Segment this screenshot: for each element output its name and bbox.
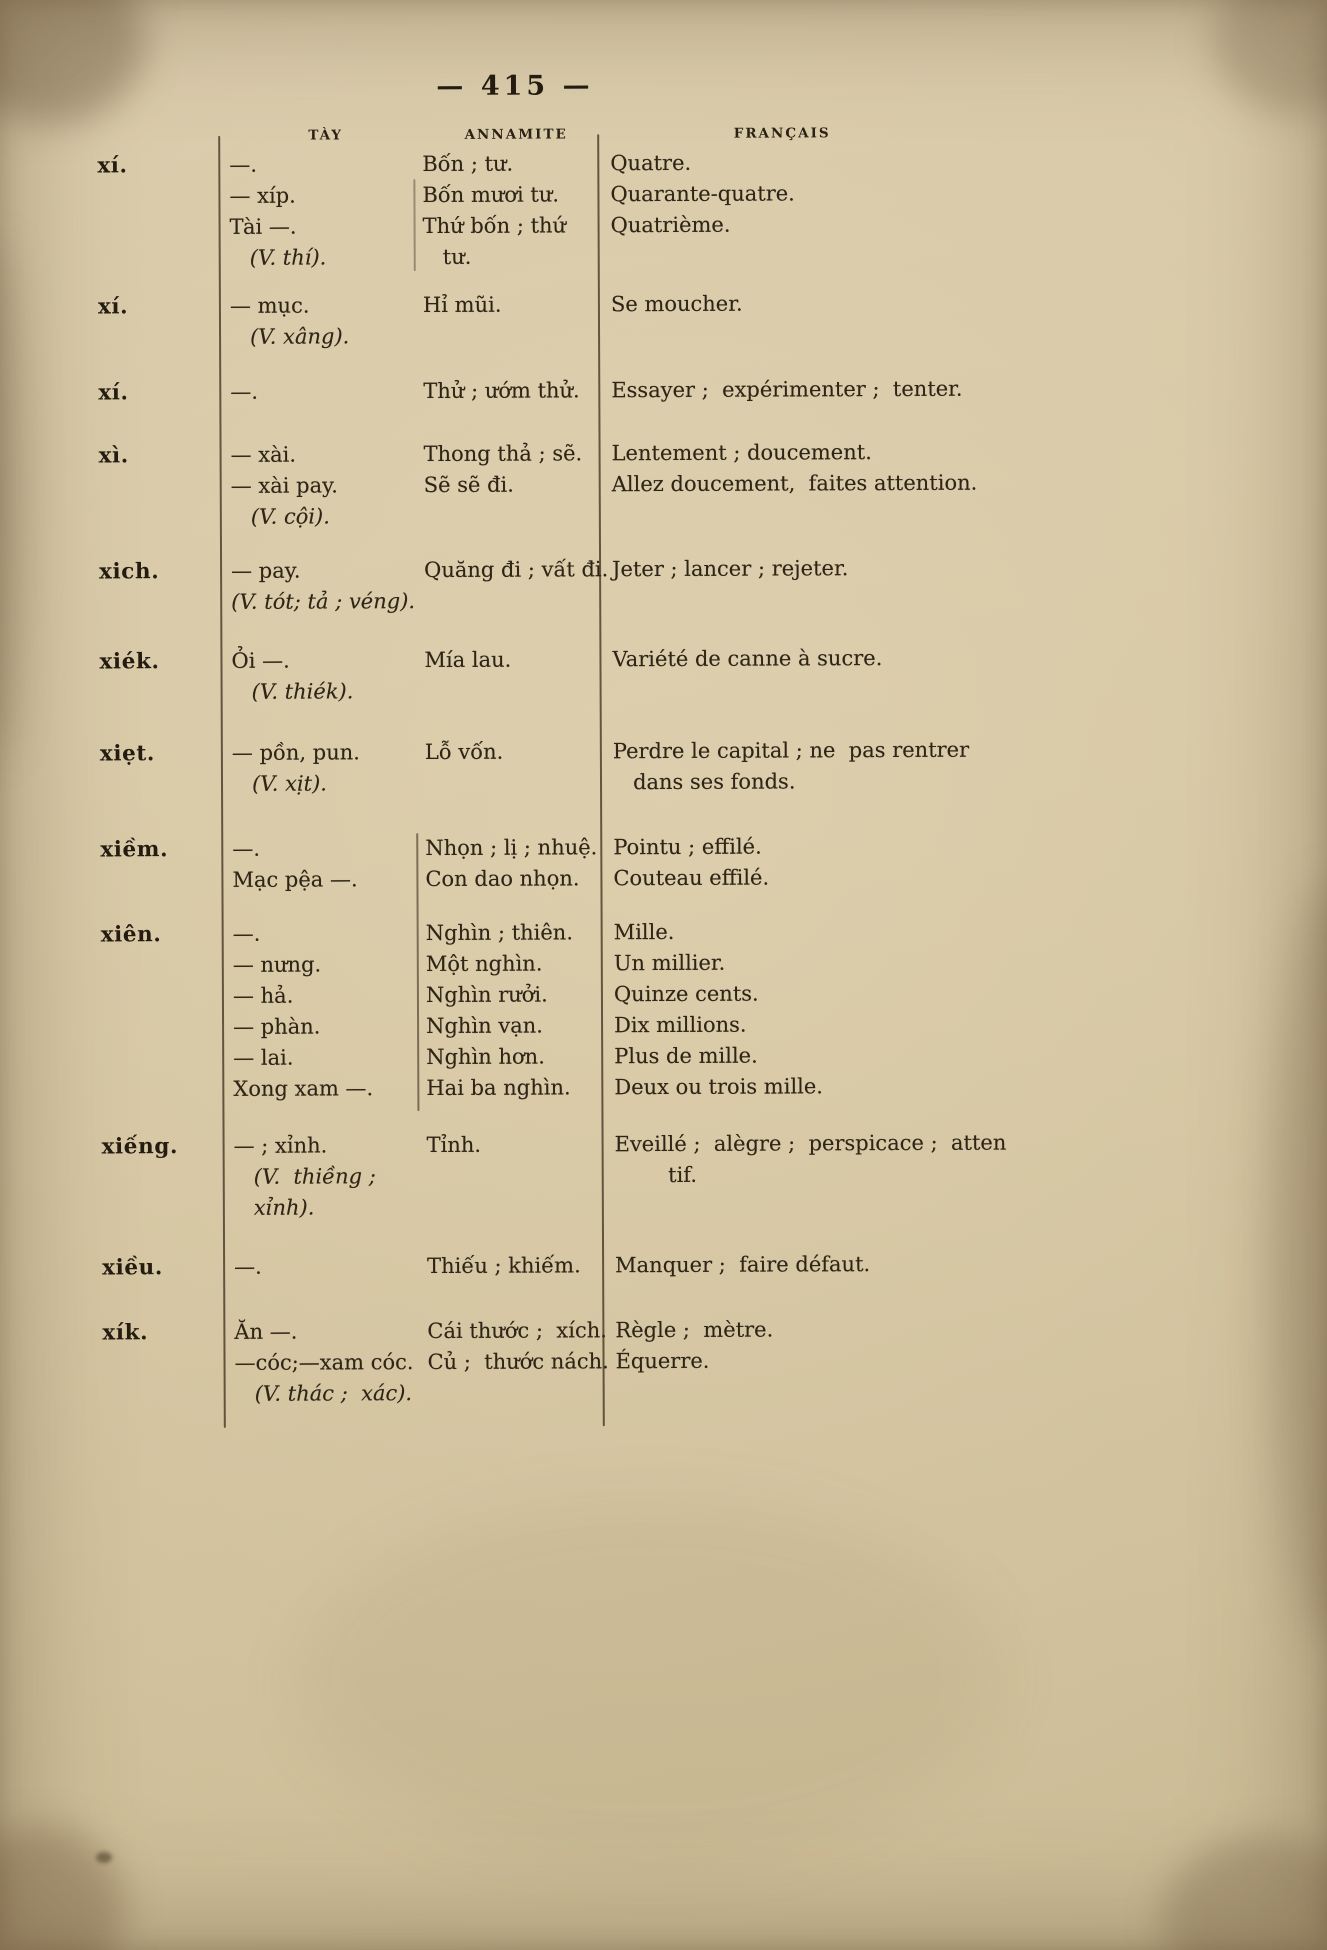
tay-text-line: —. xyxy=(234,1254,262,1279)
entry-headword: xich. xyxy=(99,559,160,585)
tay-text-line: —. xyxy=(229,152,258,177)
entry-headword: xiếng. xyxy=(101,1134,179,1160)
tay-text-line: — pay. xyxy=(231,558,301,583)
tay-text-line: (V. xâng). xyxy=(230,324,350,349)
entry-tay-column xyxy=(231,439,424,533)
entry-headword: xík. xyxy=(102,1320,149,1346)
tay-text-line: Ỏi —. xyxy=(231,648,290,673)
entry-annamite-column xyxy=(426,917,615,1104)
entry-francais-column xyxy=(613,830,1020,894)
tay-text-line: — pồn, pun. xyxy=(231,740,360,765)
annamite-text-line: Sẽ sẽ đi. xyxy=(423,472,514,498)
entry-annamite-column xyxy=(423,375,611,407)
francais-text-line: Deux ou trois mille. xyxy=(614,1074,823,1100)
tay-text-line: — ; xỉnh. xyxy=(233,1133,328,1158)
tay-text-line: —cóc;—xam cóc. xyxy=(234,1350,414,1375)
tay-text-line: — phàn. xyxy=(233,1014,321,1039)
entry-francais-column xyxy=(612,642,1019,706)
annamite-text-line: Thiếu ; khiếm. xyxy=(427,1253,581,1279)
francais-text-line: tif. xyxy=(614,1162,698,1188)
headword-column-spacer xyxy=(97,128,229,145)
annamite-text-line: Nhọn ; lị ; nhuệ. xyxy=(425,835,598,861)
francais-text-line: Quatrième. xyxy=(610,212,731,238)
entry-annamite-column xyxy=(422,148,611,273)
francais-text-line: Règle ; mètre. xyxy=(615,1317,774,1343)
annamite-text-line: Cái thước ; xích. xyxy=(427,1318,607,1344)
entry-tay-column xyxy=(229,149,423,274)
tay-text-line: Mạc pệa —. xyxy=(232,867,358,892)
entry-annamite-column xyxy=(427,1315,615,1409)
tay-text-line: (V. thiềng ; xyxy=(233,1164,376,1189)
annamite-text-line: Hai ba nghìn. xyxy=(426,1075,571,1101)
entry-headword: xiên. xyxy=(100,922,162,948)
entry-headword: xí. xyxy=(97,153,128,179)
annamite-text-line: Nghìn vạn. xyxy=(426,1013,543,1039)
entry-annamite-column xyxy=(427,1129,615,1223)
tay-text-line: Tài —. xyxy=(229,214,297,239)
francais-text-line: Lentement ; doucement. xyxy=(611,440,872,466)
entry-tay-column xyxy=(230,376,423,408)
annamite-text-line: Quăng đi ; vất đi. xyxy=(424,557,609,583)
entry-francais-column xyxy=(611,373,1018,406)
francais-text-line: Pointu ; effilé. xyxy=(613,834,762,860)
dictionary-entry xyxy=(98,373,1018,408)
entry-francais-column xyxy=(610,146,1018,272)
entry-headword: xí. xyxy=(97,294,129,320)
francais-text-line: Se moucher. xyxy=(610,291,743,317)
francais-text-line: Allez doucement, faites attention. xyxy=(611,470,978,497)
dictionary-entry xyxy=(102,1313,1022,1410)
francais-text-line: Plus de mille. xyxy=(614,1043,758,1069)
column-headers xyxy=(97,125,1004,145)
annamite-text-line: Một nghìn. xyxy=(425,951,543,977)
tay-text-line: (V. thác ; xác). xyxy=(234,1381,413,1406)
annamite-text-line: Bốn mươi tư. xyxy=(422,182,560,208)
annamite-text-line: Bốn ; tư. xyxy=(422,151,514,177)
entry-headword: xiềm. xyxy=(100,837,169,863)
annamite-text-line: tư. xyxy=(422,244,472,270)
entry-tay-column xyxy=(231,645,424,708)
dictionary-entry xyxy=(102,1127,1022,1224)
entry-francais-column xyxy=(614,915,1022,1103)
tay-text-line: (V. tót; tả ; véng). xyxy=(231,589,416,614)
entry-francais-column xyxy=(613,734,1020,798)
entry-francais-column xyxy=(611,287,1018,351)
annamite-text-line: Thử ; ướm thử. xyxy=(423,378,580,404)
francais-text-line: dans ses fonds. xyxy=(612,769,796,795)
francais-text-line: Variété de canne à sucre. xyxy=(612,646,883,672)
dictionary-entry xyxy=(100,734,1020,800)
francais-text-line: Mille. xyxy=(613,919,675,945)
page-number: — 415 — xyxy=(436,70,594,102)
entry-annamite-column xyxy=(427,1250,615,1282)
entry-tay-column xyxy=(234,1251,427,1283)
tay-text-line: — hả. xyxy=(232,983,294,1008)
tay-text-line: —. xyxy=(230,379,259,404)
entry-headword: xiẹt. xyxy=(99,741,156,767)
dictionary-entry xyxy=(99,642,1019,708)
entry-tay-column xyxy=(232,737,425,800)
tay-text-line: (V. cội). xyxy=(230,504,330,529)
francais-text-line: Équerre. xyxy=(615,1348,710,1374)
tay-text-line: (V. thiék). xyxy=(231,679,354,704)
entry-tay-column xyxy=(234,1316,427,1410)
entry-francais-column xyxy=(615,1127,1022,1222)
tay-text-line: — xài. xyxy=(230,442,297,467)
entry-tay-column xyxy=(230,290,423,353)
dictionary-entry xyxy=(97,146,1018,274)
dictionary-entry xyxy=(99,436,1019,533)
tay-text-line: xỉnh). xyxy=(233,1195,315,1220)
annamite-text-line: Con dao nhọn. xyxy=(425,866,580,892)
francais-text-line: Quinze cents. xyxy=(613,981,759,1007)
annamite-text-line: Lỗ vốn. xyxy=(424,739,504,765)
entry-francais-column xyxy=(612,552,1019,616)
entry-headword: xì. xyxy=(98,443,129,469)
francais-text-line: Quatre. xyxy=(610,150,692,176)
dictionary-entry xyxy=(102,1248,1022,1283)
tay-text-line: — xài pay. xyxy=(230,473,338,498)
annamite-text-line: Tỉnh. xyxy=(426,1132,482,1158)
francais-text-line: Un millier. xyxy=(613,950,726,976)
francais-text-line: Couteau effilé. xyxy=(613,865,770,891)
entry-francais-column xyxy=(615,1313,1022,1408)
annamite-text-line: Hỉ mũi. xyxy=(422,292,502,318)
annamite-text-line: Thứ bốn ; thứ xyxy=(422,213,567,239)
entry-tay-column xyxy=(231,555,424,618)
entry-annamite-column xyxy=(425,736,613,799)
tay-text-line: —. xyxy=(232,836,261,861)
tay-text-line: —. xyxy=(232,921,261,946)
francais-text-line: Essayer ; expérimenter ; tenter. xyxy=(611,376,963,403)
annamite-text-line: Nghìn hơn. xyxy=(426,1044,545,1070)
entry-francais-column xyxy=(612,436,1019,531)
annamite-text-line: Thong thả ; sẽ. xyxy=(423,441,583,467)
tay-text-line: — mục. xyxy=(229,293,310,318)
dictionary-entry xyxy=(98,287,1018,353)
entry-annamite-column xyxy=(424,554,612,617)
column-header-francais: FRANÇAIS xyxy=(733,125,831,142)
francais-text-line: Dix millions. xyxy=(614,1012,747,1038)
francais-text-line: Jeter ; lancer ; rejeter. xyxy=(612,556,849,582)
tay-text-line: — lai. xyxy=(233,1045,294,1070)
annamite-text-line: Nghìn rưởi. xyxy=(425,982,548,1008)
column-header-tay: TÀY xyxy=(308,127,344,144)
entry-tay-column xyxy=(232,833,425,896)
tay-text-line: (V. thí). xyxy=(229,245,327,270)
tay-text-line: Xong xam —. xyxy=(233,1076,374,1101)
column-header-annamite: ANNAMITE xyxy=(464,126,568,143)
entry-headword: xiék. xyxy=(99,649,160,675)
entry-annamite-column xyxy=(423,289,611,352)
entry-annamite-column xyxy=(425,832,613,895)
annamite-text-line: Nghìn ; thiên. xyxy=(425,920,574,946)
dictionary-entry xyxy=(101,915,1022,1105)
entry-annamite-column xyxy=(424,438,612,532)
annamite-text-line: Mía lau. xyxy=(424,647,512,673)
francais-text-line: Eveillé ; alègre ; perspicace ; atten xyxy=(614,1130,1007,1157)
entry-tay-column xyxy=(234,1130,427,1224)
francais-text-line: Manquer ; faire défaut. xyxy=(615,1252,871,1278)
francais-text-line: Perdre le capital ; ne pas rentrer xyxy=(612,737,970,764)
francais-text-line: Quarante-quatre. xyxy=(610,181,795,207)
entry-tay-column xyxy=(233,918,427,1105)
annamite-text-line: Củ ; thước nách. xyxy=(427,1349,609,1375)
tay-text-line: — xíp. xyxy=(229,183,296,208)
entry-francais-column xyxy=(615,1248,1022,1281)
tay-text-line: Ăn —. xyxy=(234,1319,298,1344)
dictionary-entry xyxy=(100,830,1020,896)
tay-text-line: — nưng. xyxy=(232,952,322,977)
entry-headword: xí. xyxy=(98,380,129,406)
dictionary-entry xyxy=(99,552,1019,618)
entry-annamite-column xyxy=(424,644,612,707)
tay-text-line: (V. xịt). xyxy=(231,771,328,796)
entry-headword: xiều. xyxy=(102,1255,163,1281)
